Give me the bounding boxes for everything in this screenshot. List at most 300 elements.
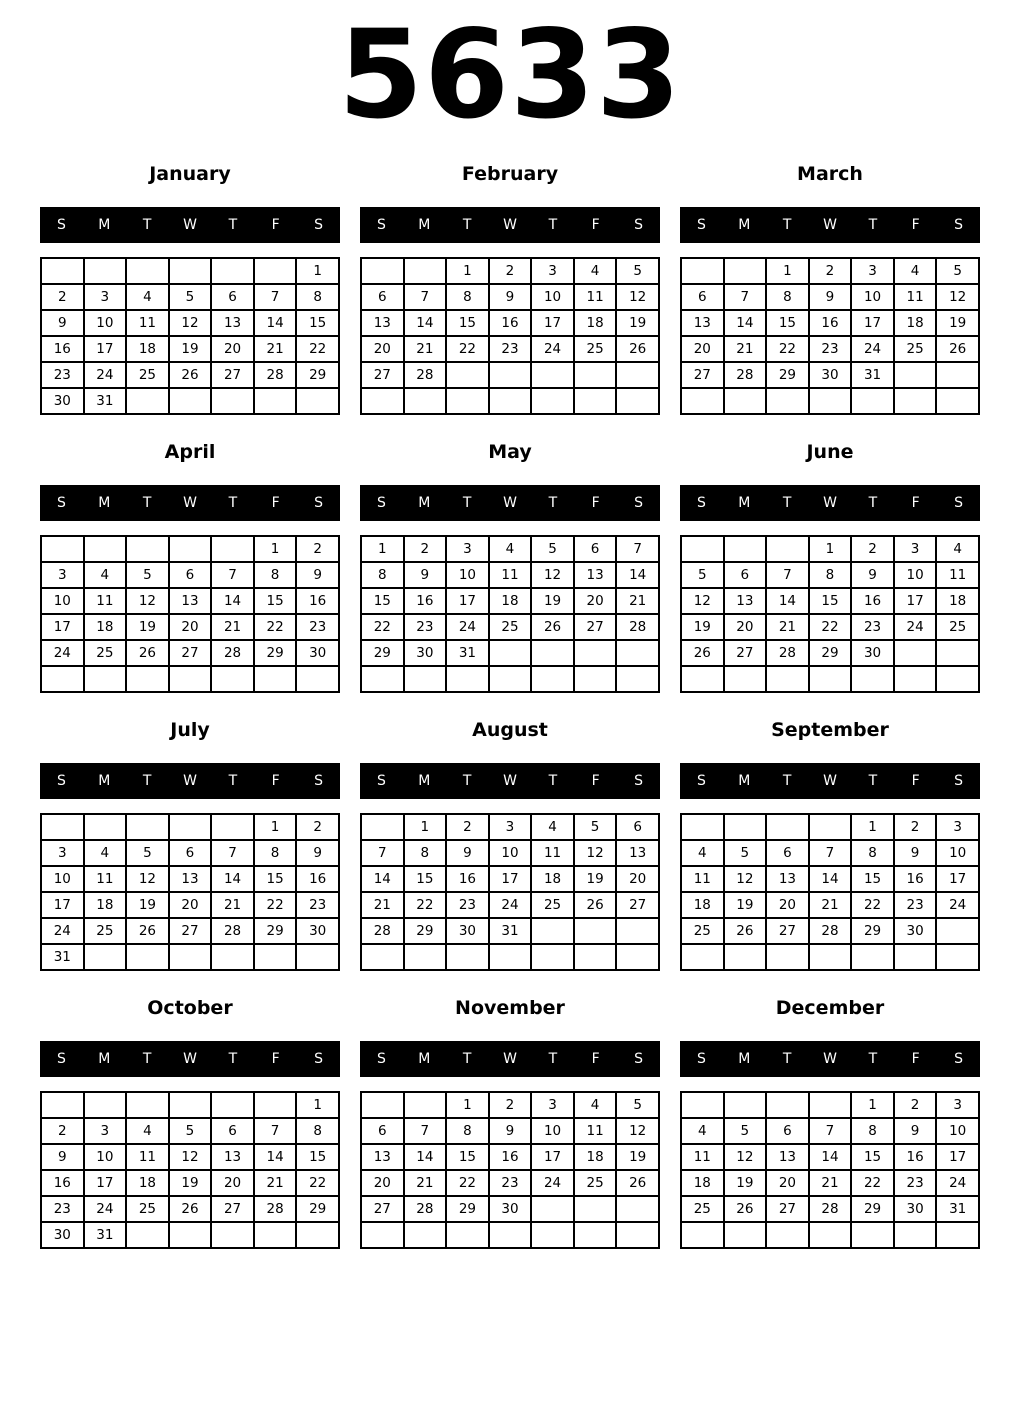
day-cell: 23	[894, 1170, 937, 1196]
day-cell: 24	[84, 1196, 127, 1222]
weekday-label: T	[548, 773, 558, 789]
empty-day-cell	[724, 1222, 767, 1248]
empty-day-cell	[254, 666, 297, 692]
month-day-grid	[680, 1091, 980, 1249]
day-cell: 26	[616, 1170, 659, 1196]
empty-day-cell	[766, 944, 809, 970]
day-cell: 29	[254, 918, 297, 944]
day-cell: 16	[404, 588, 447, 614]
weekday-label: M	[418, 495, 431, 511]
day-cell: 25	[126, 1196, 169, 1222]
empty-day-cell	[724, 666, 767, 692]
day-cell: 29	[404, 918, 447, 944]
day-cell: 28	[809, 1196, 852, 1222]
day-cell: 19	[574, 866, 617, 892]
day-cell: 9	[894, 840, 937, 866]
day-cell: 19	[126, 614, 169, 640]
week-row	[681, 310, 979, 336]
weekday-label: F	[591, 495, 600, 511]
day-cell: 27	[361, 362, 404, 388]
empty-day-cell	[894, 362, 937, 388]
empty-day-cell	[361, 1092, 404, 1118]
day-cell: 18	[126, 336, 169, 362]
week-row	[361, 1092, 659, 1118]
day-cell: 10	[936, 840, 979, 866]
weekday-label: S	[634, 773, 644, 789]
week-row	[361, 944, 659, 970]
day-cell: 3	[489, 814, 532, 840]
empty-day-cell	[446, 944, 489, 970]
day-cell: 9	[404, 562, 447, 588]
day-cell: 6	[724, 562, 767, 588]
weekday-label: S	[314, 1051, 324, 1067]
week-row	[361, 640, 659, 666]
day-cell: 13	[211, 310, 254, 336]
day-cell: 10	[936, 1118, 979, 1144]
week-row	[361, 310, 659, 336]
day-cell: 5	[169, 284, 212, 310]
empty-day-cell	[681, 536, 724, 562]
empty-day-cell	[446, 666, 489, 692]
day-cell: 12	[616, 1118, 659, 1144]
weekday-label: M	[98, 1051, 111, 1067]
month-title: February	[461, 163, 559, 185]
month-block	[680, 706, 980, 984]
day-cell: 3	[84, 284, 127, 310]
empty-day-cell	[489, 666, 532, 692]
day-cell: 13	[211, 1144, 254, 1170]
day-cell: 30	[296, 918, 339, 944]
weekday-label: T	[868, 217, 878, 233]
empty-day-cell	[489, 388, 532, 414]
week-row	[681, 258, 979, 284]
empty-day-cell	[936, 918, 979, 944]
day-cell: 7	[254, 284, 297, 310]
empty-day-cell	[724, 388, 767, 414]
day-cell: 13	[724, 588, 767, 614]
week-row	[361, 1170, 659, 1196]
weekday-label: T	[462, 217, 472, 233]
weekday-label: W	[183, 773, 197, 789]
day-cell: 19	[724, 1170, 767, 1196]
empty-day-cell	[446, 362, 489, 388]
week-row	[681, 918, 979, 944]
empty-day-cell	[616, 362, 659, 388]
day-cell: 12	[531, 562, 574, 588]
empty-day-cell	[169, 814, 212, 840]
day-cell: 6	[616, 814, 659, 840]
empty-day-cell	[894, 666, 937, 692]
empty-day-cell	[296, 944, 339, 970]
empty-day-cell	[254, 388, 297, 414]
day-cell: 19	[169, 1170, 212, 1196]
day-cell: 14	[809, 1144, 852, 1170]
day-cell: 10	[531, 1118, 574, 1144]
day-cell: 1	[296, 1092, 339, 1118]
day-cell: 26	[574, 892, 617, 918]
empty-day-cell	[681, 1092, 724, 1118]
week-row	[41, 310, 339, 336]
week-row	[681, 614, 979, 640]
day-cell: 1	[809, 536, 852, 562]
day-cell: 15	[809, 588, 852, 614]
weekday-label: T	[462, 773, 472, 789]
month-day-grid	[680, 257, 980, 415]
empty-day-cell	[404, 1222, 447, 1248]
day-cell: 23	[296, 892, 339, 918]
day-cell: 12	[724, 1144, 767, 1170]
day-cell: 23	[489, 336, 532, 362]
weekday-label: S	[634, 1051, 644, 1067]
day-cell: 20	[724, 614, 767, 640]
day-cell: 5	[724, 1118, 767, 1144]
day-cell: 12	[126, 866, 169, 892]
empty-day-cell	[616, 1222, 659, 1248]
week-row	[681, 388, 979, 414]
week-row	[41, 866, 339, 892]
day-cell: 28	[211, 918, 254, 944]
day-cell: 11	[894, 284, 937, 310]
day-cell: 23	[296, 614, 339, 640]
weekday-label: W	[183, 495, 197, 511]
empty-day-cell	[766, 1222, 809, 1248]
empty-day-cell	[574, 944, 617, 970]
day-cell: 3	[41, 562, 84, 588]
day-cell: 15	[296, 1144, 339, 1170]
month-block	[360, 706, 660, 984]
week-row	[361, 258, 659, 284]
weekday-label: S	[954, 217, 964, 233]
day-cell: 31	[489, 918, 532, 944]
month-day-grid	[40, 1091, 340, 1249]
day-cell: 2	[489, 1092, 532, 1118]
day-cell: 16	[446, 866, 489, 892]
day-cell: 7	[724, 284, 767, 310]
month-block	[40, 984, 340, 1262]
week-row	[41, 588, 339, 614]
empty-day-cell	[446, 1222, 489, 1248]
day-cell: 6	[169, 562, 212, 588]
day-cell: 10	[41, 588, 84, 614]
day-cell: 6	[574, 536, 617, 562]
day-cell: 1	[361, 536, 404, 562]
months-grid	[0, 150, 1020, 1262]
empty-day-cell	[894, 1222, 937, 1248]
day-cell: 22	[851, 1170, 894, 1196]
week-row	[41, 640, 339, 666]
day-cell: 27	[616, 892, 659, 918]
day-cell: 26	[724, 1196, 767, 1222]
week-row	[361, 362, 659, 388]
day-cell: 9	[446, 840, 489, 866]
day-cell: 24	[531, 336, 574, 362]
week-row	[361, 1144, 659, 1170]
empty-day-cell	[211, 1092, 254, 1118]
month-title: December	[775, 997, 885, 1019]
day-cell: 19	[169, 336, 212, 362]
weekday-label: M	[98, 495, 111, 511]
day-cell: 17	[936, 1144, 979, 1170]
day-cell: 22	[296, 336, 339, 362]
empty-day-cell	[211, 666, 254, 692]
week-row	[41, 892, 339, 918]
day-cell: 5	[724, 840, 767, 866]
weekday-label: T	[782, 1051, 792, 1067]
month-day-grid	[360, 257, 660, 415]
day-cell: 13	[361, 310, 404, 336]
day-cell: 6	[766, 840, 809, 866]
week-row	[681, 944, 979, 970]
empty-day-cell	[489, 1222, 532, 1248]
day-cell: 4	[936, 536, 979, 562]
day-cell: 31	[84, 388, 127, 414]
weekday-label: S	[314, 217, 324, 233]
empty-day-cell	[766, 536, 809, 562]
empty-day-cell	[404, 666, 447, 692]
day-cell: 5	[169, 1118, 212, 1144]
day-cell: 14	[766, 588, 809, 614]
day-cell: 10	[894, 562, 937, 588]
day-cell: 24	[84, 362, 127, 388]
day-cell: 1	[851, 1092, 894, 1118]
day-cell: 15	[254, 866, 297, 892]
weekday-label: T	[228, 217, 238, 233]
day-cell: 27	[169, 640, 212, 666]
day-cell: 8	[254, 562, 297, 588]
empty-day-cell	[404, 1092, 447, 1118]
day-cell: 1	[254, 814, 297, 840]
empty-day-cell	[84, 944, 127, 970]
day-cell: 31	[84, 1222, 127, 1248]
day-cell: 26	[936, 336, 979, 362]
empty-day-cell	[169, 536, 212, 562]
week-row	[681, 666, 979, 692]
empty-day-cell	[254, 1222, 297, 1248]
month-title: August	[472, 719, 548, 741]
day-cell: 2	[489, 258, 532, 284]
day-cell: 29	[296, 362, 339, 388]
day-cell: 4	[574, 1092, 617, 1118]
empty-day-cell	[681, 666, 724, 692]
weekday-label: S	[376, 773, 386, 789]
day-cell: 30	[404, 640, 447, 666]
day-cell: 18	[681, 1170, 724, 1196]
month-title: April	[164, 441, 216, 463]
empty-day-cell	[809, 1222, 852, 1248]
weekday-label: M	[738, 217, 751, 233]
day-cell: 2	[446, 814, 489, 840]
day-cell: 16	[296, 866, 339, 892]
weekday-label: T	[228, 1051, 238, 1067]
day-cell: 20	[766, 1170, 809, 1196]
empty-day-cell	[84, 814, 127, 840]
day-cell: 1	[296, 258, 339, 284]
empty-day-cell	[724, 1092, 767, 1118]
day-cell: 2	[809, 258, 852, 284]
empty-day-cell	[724, 536, 767, 562]
day-cell: 21	[809, 892, 852, 918]
day-cell: 20	[361, 336, 404, 362]
day-cell: 21	[254, 1170, 297, 1196]
week-row	[41, 1144, 339, 1170]
empty-day-cell	[41, 1092, 84, 1118]
weekday-label: T	[142, 1051, 152, 1067]
day-cell: 30	[894, 918, 937, 944]
empty-day-cell	[361, 666, 404, 692]
day-cell: 15	[296, 310, 339, 336]
empty-day-cell	[169, 1222, 212, 1248]
day-cell: 24	[936, 1170, 979, 1196]
empty-day-cell	[936, 640, 979, 666]
day-cell: 3	[936, 814, 979, 840]
weekday-header-row	[360, 207, 660, 243]
day-cell: 30	[489, 1196, 532, 1222]
day-cell: 17	[84, 336, 127, 362]
day-cell: 2	[41, 1118, 84, 1144]
day-cell: 26	[724, 918, 767, 944]
empty-day-cell	[84, 1092, 127, 1118]
day-cell: 15	[851, 1144, 894, 1170]
empty-day-cell	[531, 362, 574, 388]
day-cell: 27	[766, 918, 809, 944]
empty-day-cell	[211, 258, 254, 284]
day-cell: 12	[126, 588, 169, 614]
empty-day-cell	[84, 666, 127, 692]
week-row	[361, 840, 659, 866]
day-cell: 2	[894, 1092, 937, 1118]
day-cell: 26	[126, 918, 169, 944]
day-cell: 16	[809, 310, 852, 336]
weekday-label: S	[954, 1051, 964, 1067]
empty-day-cell	[724, 944, 767, 970]
day-cell: 21	[211, 614, 254, 640]
weekday-header-row	[40, 1041, 340, 1077]
empty-day-cell	[809, 814, 852, 840]
weekday-label: S	[314, 773, 324, 789]
day-cell: 28	[766, 640, 809, 666]
empty-day-cell	[574, 666, 617, 692]
empty-day-cell	[361, 1222, 404, 1248]
empty-day-cell	[894, 640, 937, 666]
empty-day-cell	[724, 814, 767, 840]
day-cell: 22	[446, 1170, 489, 1196]
day-cell: 11	[531, 840, 574, 866]
day-cell: 25	[574, 336, 617, 362]
empty-day-cell	[126, 536, 169, 562]
empty-day-cell	[809, 944, 852, 970]
day-cell: 4	[84, 840, 127, 866]
day-cell: 6	[211, 1118, 254, 1144]
day-cell: 10	[531, 284, 574, 310]
day-cell: 13	[681, 310, 724, 336]
day-cell: 27	[169, 918, 212, 944]
day-cell: 8	[809, 562, 852, 588]
day-cell: 15	[254, 588, 297, 614]
day-cell: 24	[531, 1170, 574, 1196]
empty-day-cell	[851, 1222, 894, 1248]
empty-day-cell	[681, 944, 724, 970]
day-cell: 5	[681, 562, 724, 588]
day-cell: 8	[404, 840, 447, 866]
day-cell: 27	[724, 640, 767, 666]
day-cell: 11	[84, 588, 127, 614]
day-cell: 11	[681, 1144, 724, 1170]
weekday-label: F	[591, 1051, 600, 1067]
weekday-label: M	[738, 1051, 751, 1067]
empty-day-cell	[894, 388, 937, 414]
week-row	[41, 1092, 339, 1118]
day-cell: 23	[489, 1170, 532, 1196]
day-cell: 6	[361, 284, 404, 310]
day-cell: 21	[404, 336, 447, 362]
weekday-label: T	[548, 495, 558, 511]
day-cell: 13	[169, 588, 212, 614]
week-row	[681, 562, 979, 588]
day-cell: 13	[574, 562, 617, 588]
week-row	[681, 1222, 979, 1248]
week-row	[361, 1222, 659, 1248]
empty-day-cell	[616, 944, 659, 970]
day-cell: 25	[681, 918, 724, 944]
day-cell: 7	[809, 1118, 852, 1144]
empty-day-cell	[531, 944, 574, 970]
weekday-label: T	[548, 1051, 558, 1067]
day-cell: 31	[446, 640, 489, 666]
day-cell: 16	[41, 1170, 84, 1196]
empty-day-cell	[766, 1092, 809, 1118]
day-cell: 10	[446, 562, 489, 588]
day-cell: 7	[766, 562, 809, 588]
day-cell: 14	[254, 310, 297, 336]
day-cell: 28	[809, 918, 852, 944]
empty-day-cell	[851, 388, 894, 414]
month-title: January	[149, 163, 231, 185]
weekday-header-row	[680, 485, 980, 521]
day-cell: 18	[84, 892, 127, 918]
day-cell: 1	[446, 258, 489, 284]
empty-day-cell	[724, 258, 767, 284]
day-cell: 16	[894, 866, 937, 892]
day-cell: 8	[296, 1118, 339, 1144]
weekday-label: F	[911, 217, 920, 233]
empty-day-cell	[361, 388, 404, 414]
week-row	[41, 562, 339, 588]
weekday-label: F	[271, 495, 280, 511]
day-cell: 5	[126, 840, 169, 866]
day-cell: 25	[894, 336, 937, 362]
day-cell: 8	[851, 840, 894, 866]
day-cell: 7	[809, 840, 852, 866]
day-cell: 2	[404, 536, 447, 562]
empty-day-cell	[936, 666, 979, 692]
day-cell: 28	[724, 362, 767, 388]
empty-day-cell	[616, 1196, 659, 1222]
day-cell: 28	[361, 918, 404, 944]
day-cell: 3	[531, 1092, 574, 1118]
empty-day-cell	[681, 814, 724, 840]
week-row	[681, 536, 979, 562]
day-cell: 21	[616, 588, 659, 614]
day-cell: 24	[894, 614, 937, 640]
day-cell: 25	[936, 614, 979, 640]
weekday-label: S	[634, 495, 644, 511]
day-cell: 16	[489, 1144, 532, 1170]
empty-day-cell	[41, 258, 84, 284]
day-cell: 31	[851, 362, 894, 388]
empty-day-cell	[41, 536, 84, 562]
day-cell: 18	[126, 1170, 169, 1196]
day-cell: 30	[41, 1222, 84, 1248]
